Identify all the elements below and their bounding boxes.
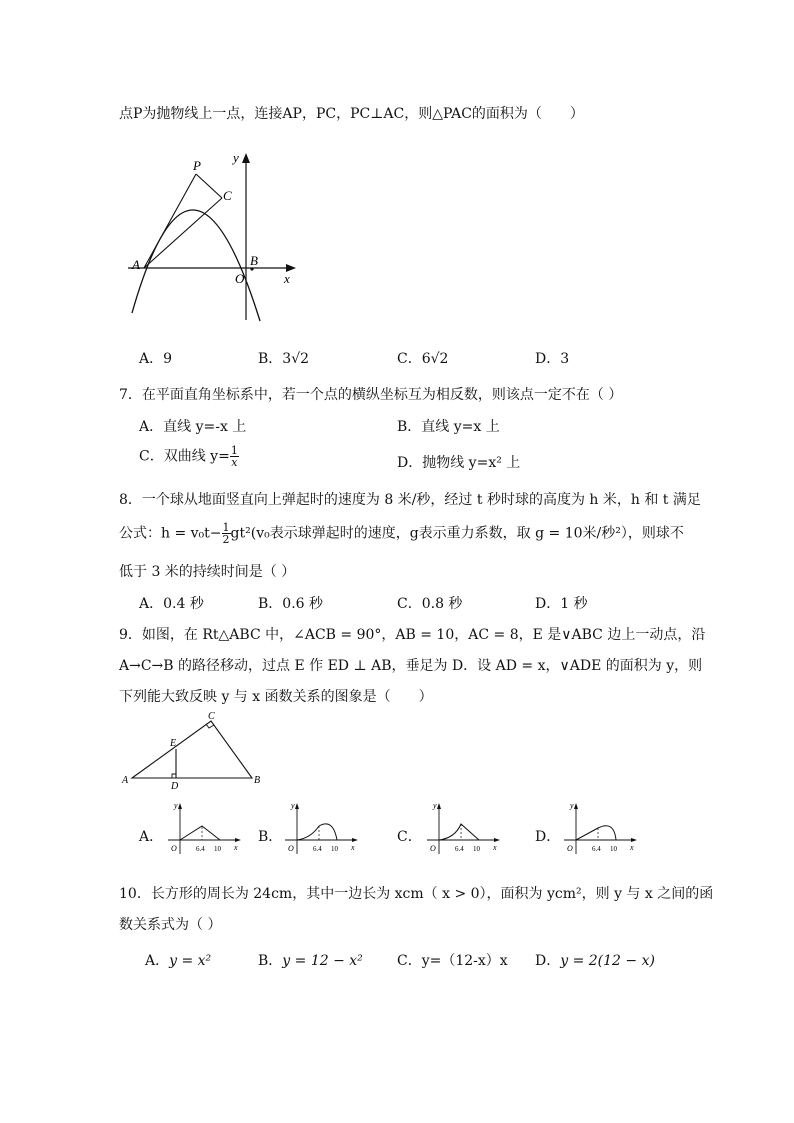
q8-option-a: A．0.4 秒 — [139, 596, 204, 612]
fraction-1-over-x: $\frac{1}{x}$ — [230, 444, 238, 469]
tri-label-C: C — [208, 711, 215, 722]
fraction-1-over-2: $\frac{1}{2}$ — [222, 521, 230, 546]
q6-stem: 点P为抛物线上一点，连接AP，PC，PC⊥AC，则△PAC的面积为（ ） — [119, 106, 584, 122]
svg-text:6.4: 6.4 — [313, 845, 322, 853]
svg-text:y: y — [570, 801, 574, 810]
svg-text:10: 10 — [610, 845, 617, 853]
q7-option-b: B．直线 y=x 上 — [397, 419, 500, 435]
q7-option-a: A．直线 y=-x 上 — [139, 419, 247, 435]
label-O: O — [235, 271, 245, 286]
q9-option-c: C． — [397, 829, 422, 845]
q7-option-c: C．双曲线 y= $\frac{1}{x}$ — [139, 444, 238, 469]
q9-option-a: A． — [139, 829, 164, 845]
q9-option-d: D． — [535, 829, 561, 845]
q7-option-d: D．抛物线 y=x² 上 — [397, 455, 521, 471]
svg-text:x: x — [630, 843, 634, 852]
tri-label-E: E — [170, 738, 177, 749]
q8-line2: 公式：h = v₀t− $\frac{1}{2}$ gt²(v₀表示球弹起时的速度，g表示重力系数，取 g = 10米/秒²），则球不 — [119, 521, 684, 546]
q10-line2: 数关系式为（ ） — [119, 917, 222, 933]
svg-text:x: x — [234, 843, 238, 852]
label-y: y — [233, 150, 239, 165]
svg-text:6.4: 6.4 — [455, 845, 464, 853]
svg-text:10: 10 — [473, 845, 480, 853]
label-C: C — [223, 188, 232, 203]
q9-graph-c — [423, 800, 503, 858]
label-B: B — [250, 253, 258, 268]
tri-label-A: A — [122, 775, 129, 786]
q9-graph-b — [281, 800, 361, 858]
q10-line1: 10．长方形的周长为 24cm，其中一边长为 xcm（ x > 0），面积为 ycm²，则 y 与 x 之间的函 — [119, 886, 714, 902]
svg-text:10: 10 — [331, 845, 338, 853]
q9-triangle-figure — [118, 708, 268, 790]
svg-text:O: O — [288, 844, 294, 853]
svg-text:O: O — [567, 844, 573, 853]
svg-text:y: y — [291, 801, 295, 810]
label-A: A — [132, 257, 140, 272]
svg-text:6.4: 6.4 — [196, 845, 205, 853]
q10-option-d: D．y = 2(12 − x) — [535, 953, 655, 969]
label-P: P — [193, 158, 201, 173]
q7-stem: 7．在平面直角坐标系中，若一个点的横纵坐标互为相反数，则该点一定不在（ ） — [119, 387, 623, 403]
q9-line1: 9．如图，在 Rt△ABC 中，∠ACB = 90°，AB = 10，AC = 8，E 是∨ABC 边上一动点，沿 — [119, 627, 706, 643]
q8-option-d: D．1 秒 — [535, 596, 588, 612]
q6-option-b: B．3√2 — [258, 351, 310, 367]
svg-text:O: O — [171, 844, 177, 853]
q8-line3: 低于 3 米的持续时间是（ ） — [119, 564, 296, 580]
svg-text:x: x — [351, 843, 355, 852]
q6-option-c: C．6√2 — [397, 351, 449, 367]
q9-line2: A→C→B 的路径移动，过点 E 作 ED ⊥ AB，垂足为 D．设 AD = x，∨ADE 的面积为 y，则 — [119, 658, 703, 674]
q9-line3: 下列能大致反映 y 与 x 函数关系的图象是（ ） — [119, 689, 433, 705]
q10-option-c: C．y=（12-x）x — [397, 953, 508, 969]
svg-text:y: y — [174, 801, 178, 810]
q8-option-c: C．0.8 秒 — [397, 596, 463, 612]
tri-label-B: B — [254, 775, 261, 786]
q6-option-d: D．3 — [535, 351, 570, 367]
svg-text:x: x — [493, 843, 497, 852]
q9-graph-d — [560, 800, 640, 858]
svg-text:10: 10 — [214, 845, 221, 853]
q9-option-b: B． — [258, 829, 283, 845]
q8-option-b: B．0.6 秒 — [258, 596, 324, 612]
svg-text:y: y — [433, 801, 437, 810]
q9-graph-a — [164, 800, 244, 858]
q10-option-a: A．y = x² — [145, 953, 212, 969]
q10-option-b: B．y = 12 − x² — [258, 953, 363, 969]
q6-parabola-figure — [120, 145, 305, 325]
q6-option-a: A．9 — [139, 351, 173, 367]
q8-line1: 8．一个球从地面竖直向上弹起时的速度为 8 米/秒，经过 t 秒时球的高度为 h 米，h 和 t 满足 — [119, 492, 701, 508]
label-x: x — [284, 271, 290, 286]
svg-text:6.4: 6.4 — [592, 845, 601, 853]
tri-label-D: D — [171, 781, 179, 790]
svg-text:O: O — [430, 844, 436, 853]
